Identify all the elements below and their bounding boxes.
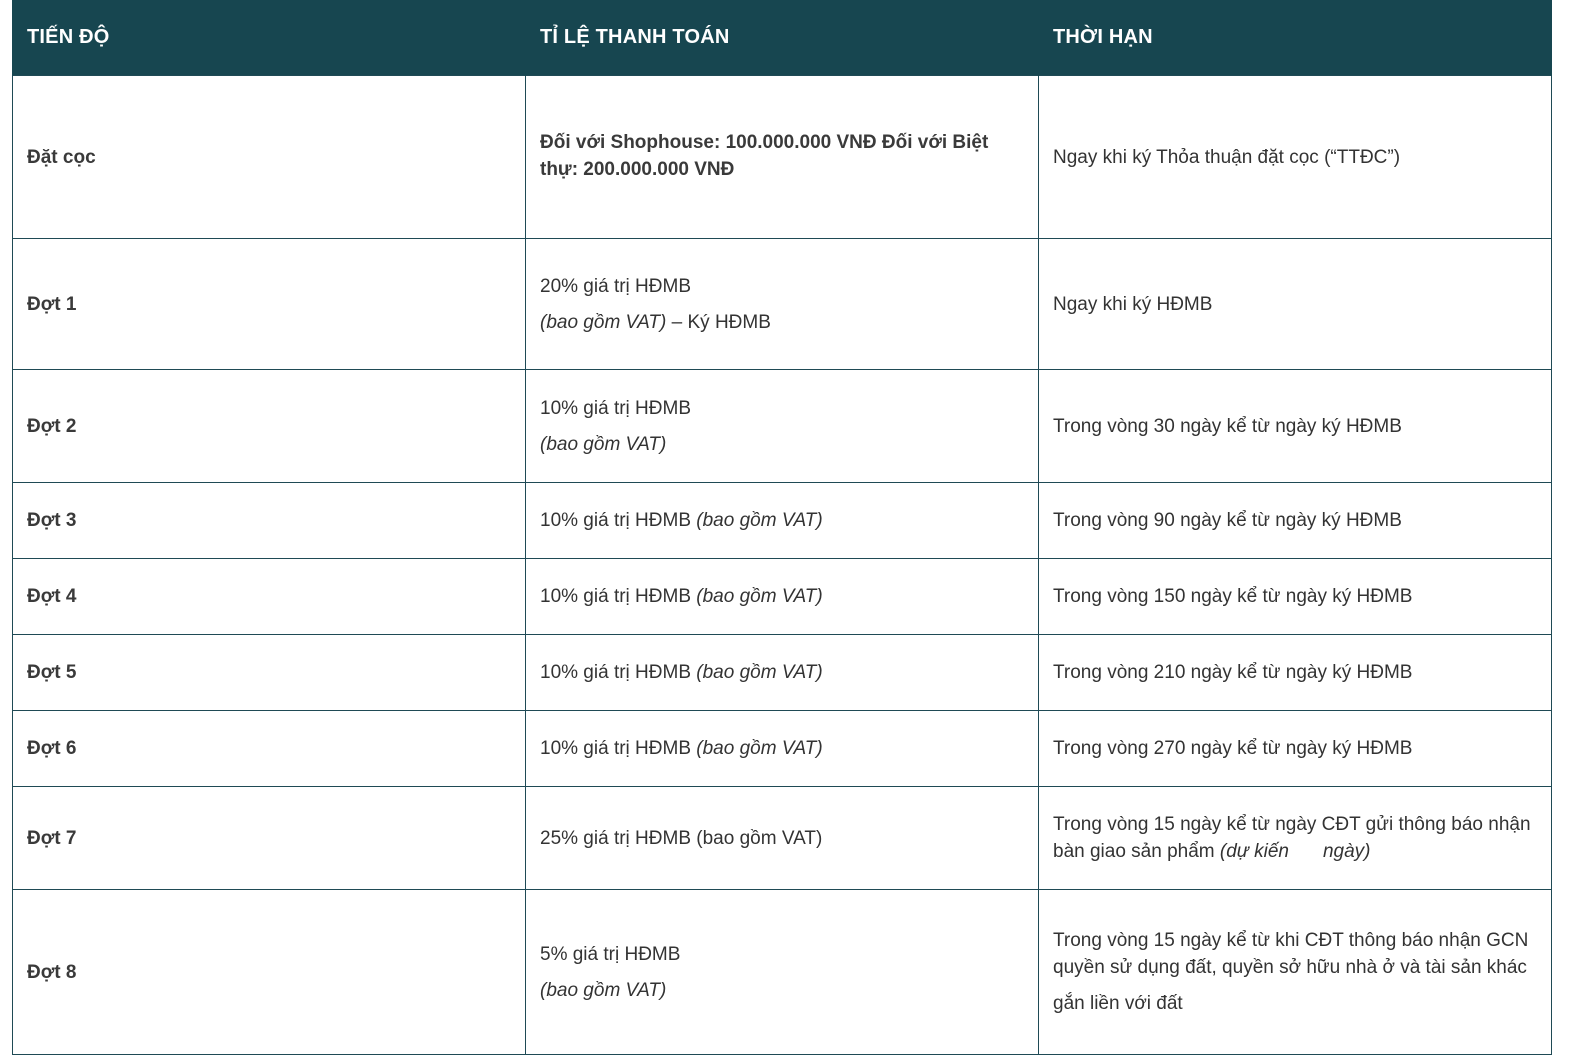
table-row xyxy=(13,370,1552,483)
estimate-note-end: ngày) xyxy=(1322,841,1371,862)
stage-cell: Đợt 6 xyxy=(13,711,526,787)
term-text: Ngay khi ký Thỏa thuận đặt cọc (“TTĐC”) xyxy=(1053,146,1401,168)
term-cell xyxy=(1039,635,1552,711)
term-text: Ngay khi ký HĐMB xyxy=(1053,293,1213,315)
table-row xyxy=(13,711,1552,787)
term-text: Trong vòng 150 ngày kể từ ngày ký HĐMB xyxy=(1053,586,1413,607)
rate-text: Đối với Shophouse: 100.000.000 VNĐ Đối với Biệt thự: 200.000.000 VNĐ xyxy=(540,132,989,180)
table-body xyxy=(13,76,1552,1055)
term-text: Trong vòng 210 ngày kể từ ngày ký HĐMB xyxy=(1053,662,1413,683)
table-row xyxy=(13,483,1552,559)
rate-line xyxy=(540,431,1024,458)
stage-cell: Đợt 3 xyxy=(13,483,526,559)
stage-cell: Đợt 2 xyxy=(13,370,526,483)
rate-cell xyxy=(526,483,1039,559)
term-cell xyxy=(1039,787,1552,890)
rate-text: 10% giá trị HĐMB xyxy=(540,738,697,759)
term-cell xyxy=(1039,370,1552,483)
vat-note: (bao gồm VAT) xyxy=(696,738,823,759)
rate-cell xyxy=(526,76,1039,239)
rate-cell xyxy=(526,787,1039,890)
vat-note: (bao gồm VAT) xyxy=(696,586,823,607)
header-payment-rate: TỈ LỆ THANH TOÁN xyxy=(526,0,1039,76)
rate-line: 5% giá trị HĐMB xyxy=(540,943,681,965)
table-header xyxy=(13,0,1552,76)
term-text: Trong vòng 15 ngày kể từ ngày CĐT gửi thông báo nhận bàn giao sản phẩm xyxy=(1053,814,1531,862)
rate-cell xyxy=(526,890,1039,1055)
estimate-note: (dự kiến xyxy=(1219,841,1289,862)
rate-text: 10% giá trị HĐMB xyxy=(540,662,697,683)
vat-note: (bao gồm VAT) xyxy=(696,662,823,683)
vat-note: (bao gồm VAT) xyxy=(540,311,667,333)
table-row xyxy=(13,559,1552,635)
rate-line xyxy=(540,309,1024,336)
vat-note: (bao gồm VAT) xyxy=(696,510,823,531)
stage-cell: Đợt 8 xyxy=(13,890,526,1055)
term-cell xyxy=(1039,711,1552,787)
term-line: gắn liền với đất xyxy=(1053,993,1183,1014)
stage-cell: Đợt 4 xyxy=(13,559,526,635)
stage-cell: Đợt 1 xyxy=(13,239,526,370)
term-text: Trong vòng 270 ngày kể từ ngày ký HĐMB xyxy=(1053,738,1413,759)
term-text: Trong vòng 90 ngày kể từ ngày ký HĐMB xyxy=(1053,510,1402,531)
stage-cell: Đợt 5 xyxy=(13,635,526,711)
table-row xyxy=(13,635,1552,711)
term-cell xyxy=(1039,890,1552,1055)
rate-cell xyxy=(526,370,1039,483)
rate-line: 20% giá trị HĐMB xyxy=(540,275,691,297)
vat-note: (bao gồm VAT) xyxy=(540,433,667,455)
rate-line: 10% giá trị HĐMB xyxy=(540,397,691,419)
term-cell xyxy=(1039,76,1552,239)
stage-cell: Đợt 7 xyxy=(13,787,526,890)
term-cell xyxy=(1039,559,1552,635)
header-stage: TIẾN ĐỘ xyxy=(13,0,526,76)
term-cell xyxy=(1039,483,1552,559)
table-row xyxy=(13,890,1552,1055)
vat-note: (bao gồm VAT) xyxy=(540,979,667,1001)
rate-line xyxy=(540,977,1024,1004)
rate-cell xyxy=(526,239,1039,370)
rate-text: 10% giá trị HĐMB xyxy=(540,586,697,607)
term-text: Trong vòng 30 ngày kể từ ngày ký HĐMB xyxy=(1053,415,1402,437)
stage-cell: Đặt cọc xyxy=(13,76,526,239)
table-row xyxy=(13,787,1552,890)
header-row xyxy=(13,0,1552,76)
rate-cell xyxy=(526,635,1039,711)
rate-text: 10% giá trị HĐMB xyxy=(540,510,697,531)
term-cell xyxy=(1039,239,1552,370)
table-row xyxy=(13,76,1552,239)
table-row xyxy=(13,239,1552,370)
rate-cell xyxy=(526,559,1039,635)
rate-cell xyxy=(526,711,1039,787)
rate-suffix: – Ký HĐMB xyxy=(666,311,771,333)
header-deadline: THỜI HẠN xyxy=(1039,0,1552,76)
payment-schedule-table xyxy=(12,0,1552,1055)
rate-text: 25% giá trị HĐMB (bao gồm VAT) xyxy=(540,827,823,849)
term-line: Trong vòng 15 ngày kể từ khi CĐT thông báo nhận GCN quyền sử dụng đất, quyền sở hữu nhà ở và tài sản khác xyxy=(1053,930,1529,978)
